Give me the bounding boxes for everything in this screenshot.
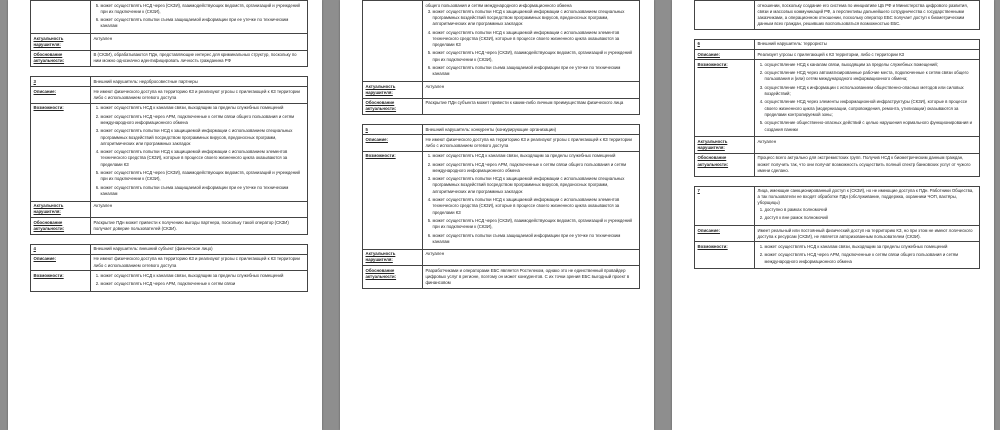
row-text: Не имеют физического доступа на территорию КЗ и реализуют угрозы с прилегающей к КЗ территории либо с использованием сетевого доступа bbox=[93, 88, 300, 101]
row-text: Актуален bbox=[93, 35, 113, 41]
row-key: Описание: bbox=[31, 87, 91, 103]
intruder-table bbox=[694, 186, 980, 270]
table-row bbox=[31, 201, 308, 217]
table-row bbox=[695, 242, 980, 269]
row-text: Актуален bbox=[93, 203, 113, 209]
row-key: 3 bbox=[31, 77, 91, 87]
row-text: Раскрытие ПДн субъекта может привести к каким-либо личным преимуществам физического лица bbox=[425, 100, 624, 106]
row-text: Актуален bbox=[757, 138, 777, 144]
row-key: Актуальность нарушителя: bbox=[695, 137, 755, 153]
list-item: 3. может осуществлять попытки НСД к защищаемой информации с использованием специальных программных воздействий посредством программных вирусов, вредоносных программ, алгоритмических или программных закладок bbox=[433, 176, 637, 195]
list-item: 4. может осуществлять попытки НСД к защищаемой информации с использованием элементов технического средства (СКЗИ), которые в процессе своего жизненного цикла оказываются за пределами КЗ bbox=[433, 30, 637, 49]
block-gap bbox=[694, 30, 980, 39]
table-row bbox=[363, 98, 640, 114]
list-item: 1. доступно в рамках полномочий bbox=[765, 207, 977, 213]
row-value bbox=[755, 50, 980, 60]
row-value bbox=[91, 77, 308, 87]
table-row bbox=[31, 87, 308, 103]
row-key: Актуальность нарушителя: bbox=[31, 34, 91, 50]
list-item: 3. может осуществлять попытки НСД к защищаемой информации с использованием специальных программных воздействий посредством программных вирусов, вредоносных программ, алгоритмических или программных закладок bbox=[433, 9, 637, 28]
row-value bbox=[91, 50, 308, 66]
row-value bbox=[755, 60, 980, 137]
row-text: Разработчиками и операторами ЕБС является Ростелеком, однако это не единственный провайдер цифровых услуг в регионе, поэтому он может конкурентов. С их точки зрения ЕБС выгодный проект в финансовом bbox=[425, 267, 630, 286]
block-gap bbox=[30, 67, 308, 76]
table-row bbox=[31, 77, 308, 87]
intruder-table bbox=[362, 0, 640, 115]
row-key: Обоснование актуальности: bbox=[31, 50, 91, 66]
row-key: Возможности: bbox=[695, 60, 755, 137]
row-value bbox=[423, 135, 640, 151]
table-row bbox=[363, 82, 640, 98]
table-row bbox=[31, 103, 308, 201]
row-key: Возможности: bbox=[31, 103, 91, 201]
row-key: Описание: bbox=[363, 135, 423, 151]
list-item: 6. может осуществлять попытки съема защищаемой информации при ее утечке по техническим каналам bbox=[101, 185, 305, 197]
list-item: 6. может осуществлять попытки съема защищаемой информации при ее утечке по техническим каналам bbox=[433, 65, 637, 77]
row-value bbox=[755, 39, 980, 49]
list-item: 1. может осуществлять НСД к каналам связи, выходящим за пределы служебных помещений bbox=[765, 244, 977, 250]
row-key: Обоснование актуальности: bbox=[363, 98, 423, 114]
row-key: Описание: bbox=[31, 254, 91, 270]
row-text: отношении, поскольку создание его система по инициативе ЦБ РФ и Министерства цифрового развития, связи и массовых коммуникаций РФ, а перспективы дальнейшего сотрудничества с государственными заказчиками, а операционном отношении, поскольку оператор ЕБС получает доступ к биометрическим данным всех граждан, решивших воспользоваться возможностью ЕБС. bbox=[757, 2, 968, 27]
table-row bbox=[695, 226, 980, 242]
row-key: Описание: bbox=[695, 50, 755, 60]
row-text: Внешний нарушитель: недобросовестные партнеры bbox=[93, 78, 198, 84]
row-key: 7 bbox=[695, 186, 755, 225]
intruder-table bbox=[30, 76, 308, 235]
row-text: Раскрытие ПДн может привести к получению выгоды партнера, поскольку такой оператор (СКЗИ) получает доверие пользователей (СКЗИ). bbox=[93, 219, 289, 231]
table-row bbox=[31, 271, 308, 292]
row-value bbox=[755, 1, 980, 30]
row-key: Обоснование актуальности: bbox=[363, 266, 423, 289]
row-value bbox=[423, 98, 640, 114]
capabilities-list bbox=[94, 273, 305, 288]
row-key: Актуальность нарушителя: bbox=[363, 249, 423, 265]
list-item: 3. осуществление НСД к информации с использованием общественно-опасных методов или силовых воздействий; bbox=[765, 85, 977, 97]
row-value bbox=[91, 34, 308, 50]
table-row bbox=[363, 151, 640, 249]
row-value bbox=[91, 218, 308, 234]
capabilities-list bbox=[758, 62, 977, 133]
row-key: Актуальность нарушителя: bbox=[363, 82, 423, 98]
document-page-2 bbox=[340, 0, 654, 430]
capabilities-list bbox=[758, 244, 977, 265]
row-value bbox=[755, 186, 980, 225]
row-value bbox=[91, 254, 308, 270]
row-value bbox=[423, 1, 640, 82]
row-text: Актуален bbox=[425, 83, 445, 89]
page-content bbox=[362, 0, 640, 289]
list-item: 5. осуществление общественно-опасных действий с целью нарушения нормального функционирования и создания паники bbox=[765, 120, 977, 132]
row-key: Актуальность нарушителя: bbox=[31, 201, 91, 217]
list-item: 2. осуществление НСД через автоматизированные рабочие места, подключенные к сетям связи общего пользования и (или) сетям международного информационного обмена; bbox=[765, 70, 977, 82]
row-value bbox=[755, 153, 980, 176]
table-row bbox=[363, 1, 640, 82]
list-item: 2. может осуществлять НСД через АРМ, подключенные к сетям связи общего пользования и сетям международного информационного обмена bbox=[433, 162, 637, 174]
row-value bbox=[91, 87, 308, 103]
table-row bbox=[363, 249, 640, 265]
list-item: 6. может осуществлять попытки съема защищаемой информации при ее утечке по техническим каналам bbox=[101, 17, 305, 29]
row-key: Обоснование актуальности: bbox=[31, 218, 91, 234]
row-text: Актуален bbox=[425, 251, 445, 257]
table-row bbox=[31, 34, 308, 50]
row-text: Имеет реальный или постоянный физический доступ на территорию КЗ, но при этом не имеют логического доступа к ресурсам (СКЗИ), не является авторизованным пользователем (СКЗИ). bbox=[757, 227, 973, 239]
block-gap bbox=[694, 177, 980, 186]
row-value bbox=[91, 1, 308, 34]
table-row bbox=[31, 50, 308, 66]
list-item: 4. осуществление НСД через элементы информационной инфраструктуры (СКЗИ), которые в процессе своего жизненного цикла (модернизации, сопровождения, ремонта, утилизации) оказываются за пределами контролируемой зоны; bbox=[765, 99, 977, 118]
list-item: 1. может осуществлять НСД к каналам связи, выходящим за пределы служебных помещений bbox=[101, 105, 305, 111]
row-text: Реализует угрозы с прилегающей к КЗ территории, либо с территории КЗ bbox=[757, 51, 905, 57]
row-value bbox=[91, 201, 308, 217]
row-key: 4 bbox=[31, 244, 91, 254]
row-key: 6 bbox=[695, 39, 755, 49]
list-item: 1. может осуществлять НСД к каналам связи, выходящим за пределы служебных помещений bbox=[101, 273, 305, 279]
intruder-table bbox=[362, 124, 640, 289]
document-page-3 bbox=[672, 0, 994, 430]
row-text: Внешний нарушитель: внешний субъект (физическое лицо) bbox=[93, 246, 213, 252]
page-content bbox=[694, 0, 980, 269]
row-text: Не имеют физического доступа на территорию КЗ и реализуют угрозы с прилегающей к КЗ территории либо с использованием сетевого доступа bbox=[93, 256, 300, 268]
intruder-table bbox=[30, 244, 308, 292]
document-page-1 bbox=[8, 0, 322, 430]
page-content bbox=[30, 0, 308, 292]
row-value bbox=[91, 271, 308, 292]
capabilities-list bbox=[426, 153, 637, 245]
row-value bbox=[755, 226, 980, 242]
row-value bbox=[423, 151, 640, 249]
row-key bbox=[695, 1, 755, 30]
table-row bbox=[31, 244, 308, 254]
row-key: Описание: bbox=[695, 226, 755, 242]
row-key: Возможности: bbox=[363, 151, 423, 249]
intruder-table bbox=[694, 0, 980, 30]
block-gap bbox=[362, 115, 640, 124]
table-row bbox=[31, 254, 308, 270]
intruder-table bbox=[30, 0, 308, 67]
row-text: Не имеют физического доступа на территорию КЗ и реализуют угрозы с прилегающей к КЗ территории либо с использованием сетевого доступа bbox=[425, 136, 632, 148]
list-item: 1. осуществление НСД к каналам связи, выходящим за пределы служебных помещений; bbox=[765, 62, 977, 68]
list-item: 5. может осуществлять НСД через (СКЗИ), взаимодействующих ведомств, организаций и учреждений при их подключении к (СКЗИ), bbox=[101, 170, 305, 182]
row-value bbox=[423, 82, 640, 98]
block-gap bbox=[30, 235, 308, 244]
list-item: 5. может осуществлять НСД через (СКЗИ), взаимодействующих ведомств, организаций и учреждений при их подключении к (СКЗИ), bbox=[101, 3, 305, 15]
row-key: Возможности: bbox=[695, 242, 755, 269]
row-key: Обоснование актуальности: bbox=[695, 153, 755, 176]
table-row bbox=[695, 1, 980, 30]
capabilities-list bbox=[94, 3, 305, 30]
table-row bbox=[695, 60, 980, 137]
table-row bbox=[31, 1, 308, 34]
row-text: Внешний нарушитель: конкуренты (конкурирующие организации) bbox=[425, 126, 557, 132]
list-item: 5. может осуществлять НСД через (СКЗИ), взаимодействующих ведомств, организаций и учреждений при их подключении к (СКЗИ), bbox=[433, 218, 637, 230]
capabilities-list bbox=[426, 9, 637, 78]
row-value bbox=[91, 244, 308, 254]
row-key bbox=[31, 1, 91, 34]
row-key bbox=[363, 1, 423, 82]
table-row bbox=[363, 266, 640, 289]
list-item: 2. доступ к вне рамок полномочий bbox=[765, 215, 977, 221]
list-item: 2. может осуществлять НСД через АРМ, подключенные к сетям связи общего пользования и сетям международного информационного обмена bbox=[765, 252, 977, 264]
row-key: 5 bbox=[363, 125, 423, 135]
table-row bbox=[695, 153, 980, 176]
list-item: 3. может осуществлять попытки НСД к защищаемой информации с использованием специальных программных воздействий посредством программных вирусов, вредоносных программ, алгоритмических или программных закладок bbox=[101, 128, 305, 147]
list-item: 6. может осуществлять попытки съема защищаемой информации при ее утечке по техническим каналам bbox=[433, 233, 637, 245]
capabilities-list bbox=[94, 105, 305, 197]
list-item: 1. может осуществлять НСД к каналам связи, выходящим за пределы служебных помещений bbox=[433, 153, 637, 159]
table-row bbox=[363, 125, 640, 135]
list-item: 2. может осуществлять НСД через АРМ, подключенные к сетям связи bbox=[101, 281, 305, 287]
row-value bbox=[91, 103, 308, 201]
row-text: Лица, имеющие санкционированный доступ к (СКЗИ), но не имеющие доступа к ПДн. Работники Общества, а так пользователи не входят обработке ПДн (обслуживание, поддержка, охранники ЧОП, вахтёры, уборщицы) bbox=[757, 188, 974, 206]
row-text: Внешний нарушитель: террористы bbox=[757, 41, 827, 47]
table-row bbox=[695, 137, 980, 153]
intruder-table bbox=[694, 39, 980, 177]
row-text: Процесс всего актуально для экстремистских групп. Получив НСД к биометрическим данным граждан, может получить так, что они получат возможность осуществить полный спектр банковских услуг от чужого имени сделано. bbox=[757, 155, 971, 173]
list-item: 5. может осуществлять НСД через (СКЗИ), взаимодействующих ведомств, организаций и учреждений при их подключении к (СКЗИ), bbox=[433, 50, 637, 62]
table-row bbox=[695, 186, 980, 225]
table-row bbox=[31, 218, 308, 234]
row-value bbox=[423, 125, 640, 135]
row-text: В (СКЗИ), обрабатываются ПДн, представляющие интерес для криминальных структур, поскольку по ним можно однозначно идентифицировать личность гражданина РФ bbox=[93, 52, 297, 64]
capabilities-list bbox=[758, 207, 977, 222]
table-row bbox=[363, 135, 640, 151]
list-item: 4. может осуществлять попытки НСД к защищаемой информации с использованием элементов технического средства (СКЗИ), которые в процессе своего жизненного цикла оказываются за пределами КЗ bbox=[101, 149, 305, 168]
row-value bbox=[755, 242, 980, 269]
list-item: 2. может осуществлять НСД через АРМ, подключенные к сетям связи общего пользования и сетям международного информационного обмена bbox=[101, 114, 305, 126]
row-key: Возможности: bbox=[31, 271, 91, 292]
list-item: 4. может осуществлять попытки НСД к защищаемой информации с использованием элементов технического средства (СКЗИ), которые в процессе своего жизненного цикла оказываются за пределами КЗ bbox=[433, 197, 637, 216]
row-text: общего пользования и сетям международного информационного обмена bbox=[425, 2, 572, 8]
row-value bbox=[423, 249, 640, 265]
row-value bbox=[755, 137, 980, 153]
row-value bbox=[423, 266, 640, 289]
table-row bbox=[695, 50, 980, 60]
table-row bbox=[695, 39, 980, 49]
